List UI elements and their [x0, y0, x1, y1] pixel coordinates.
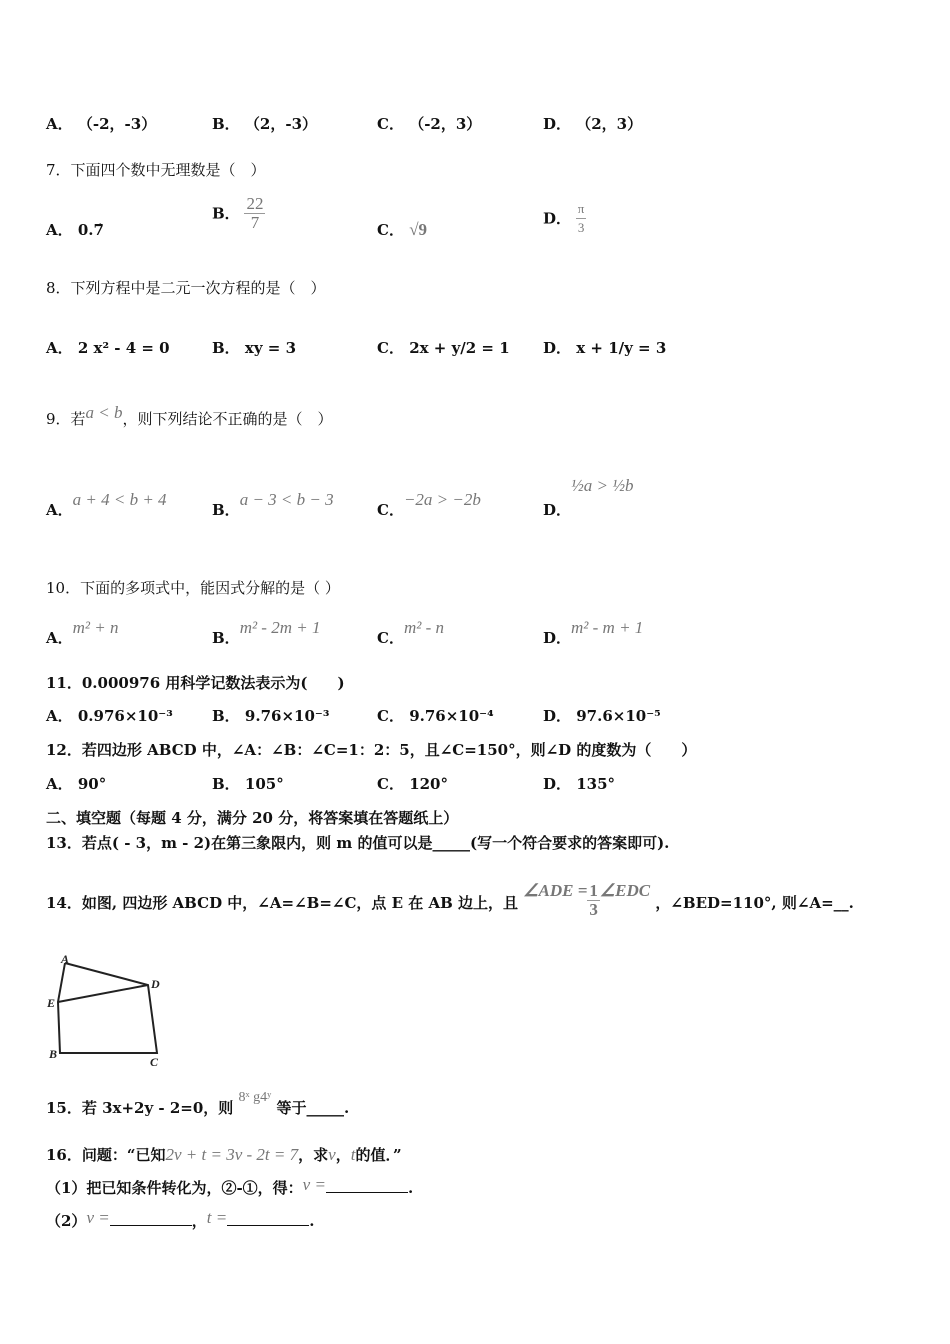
label-e: E	[47, 996, 56, 1010]
q6-option-c: C． （-2，3）	[377, 115, 482, 133]
q12-option-c: C． 120°	[377, 775, 448, 793]
q10-option-c: C．m² - n	[377, 618, 444, 647]
q16-part1: （1）把已知条件转化为，②-①，得：v = .	[46, 1175, 414, 1197]
q7-option-d: D． $\frac{\pi}{3}$	[543, 201, 585, 235]
q16-stem: 16．问题：“已知2v + t = 3v - 2t = 7，求v，t的值．”	[46, 1145, 402, 1164]
label-b: B	[49, 1047, 58, 1061]
answer-blank-v[interactable]	[110, 1211, 192, 1226]
q9-stem: 9．若a < b，则下列结论不正确的是（ ）	[46, 403, 333, 428]
q13-stem: 13．若点( - 3，m - 2)在第三象限内，则 m 的值可以是_____(写一个符合要求的答案即可).	[46, 834, 670, 852]
q10-option-d: D．m² - m + 1	[543, 618, 644, 647]
q10-stem: 10．下面的多项式中，能因式分解的是（ ）	[46, 579, 340, 597]
label-c: C	[150, 1055, 159, 1069]
q11-option-a: A． 0.976×10⁻³	[46, 707, 173, 725]
q14-stem: 14．如图, 四边形 ABCD 中，∠A=∠B=∠C，点 E 在 AB 边上，且 ∠ADE = $\frac{1}{3}$ ∠EDC ，∠BED=110°, 则∠A=__.	[46, 880, 854, 919]
quadrilateral-figure	[40, 950, 180, 1075]
q7-option-c: C． √9	[377, 220, 428, 239]
q16-part2: （2）v = ，t = .	[46, 1208, 315, 1230]
q11-option-b: B． 9.76×10⁻³	[212, 707, 330, 725]
q12-option-b: B． 105°	[212, 775, 284, 793]
label-d: D	[151, 977, 160, 991]
label-a: A	[61, 952, 70, 966]
q11-stem: 11．0.000976 用科学记数法表示为( )	[46, 674, 345, 692]
answer-blank-t[interactable]	[227, 1211, 309, 1226]
q7-stem: 7．下面四个数中无理数是（ ）	[46, 161, 266, 179]
answer-blank[interactable]	[326, 1178, 408, 1193]
q6-option-a: A． （-2，-3）	[46, 115, 157, 133]
q8-option-a: A． 2 x² - 4 = 0	[46, 339, 170, 357]
q6-option-d: D． （2，3）	[543, 115, 643, 133]
q9-option-a: A．a + 4 < b + 4	[46, 490, 167, 519]
q8-stem: 8．下列方程中是二元一次方程的是（ ）	[46, 279, 326, 297]
q10-option-a: A．m² + n	[46, 618, 119, 647]
q11-option-d: D． 97.6×10⁻⁵	[543, 707, 661, 725]
section-heading-fill-in: 二、填空题（每题 4 分，满分 20 分，将答案填在答题纸上）	[46, 809, 459, 827]
q9-option-d: D．½a > ½b	[543, 476, 634, 519]
q12-stem: 12．若四边形 ABCD 中，∠A：∠B：∠C=1：2：5，且∠C=150°，则∠D 的度数为（ ）	[46, 741, 697, 759]
q8-option-c: C． 2x + y/2 = 1	[377, 339, 510, 357]
q12-option-a: A． 90°	[46, 775, 107, 793]
q10-option-b: B．m² - 2m + 1	[212, 618, 321, 647]
q6-option-b: B． （2，-3）	[212, 115, 318, 133]
q15-stem: 15．若 3x+2y - 2=0，则 8ˣ g4ʸ 等于_____.	[46, 1090, 350, 1117]
q9-option-b: B．a − 3 < b − 3	[212, 490, 334, 519]
q12-option-d: D． 135°	[543, 775, 616, 793]
q7-option-a: A． 0.7̇	[46, 221, 104, 239]
q8-option-b: B． xy = 3	[212, 339, 297, 357]
q8-option-d: D． x + 1/y = 3	[543, 339, 667, 357]
q11-option-c: C． 9.76×10⁻⁴	[377, 707, 494, 725]
q7-option-b: B． $\frac{22}{7}$	[212, 194, 264, 232]
q9-option-c: C．−2a > −2b	[377, 490, 481, 519]
